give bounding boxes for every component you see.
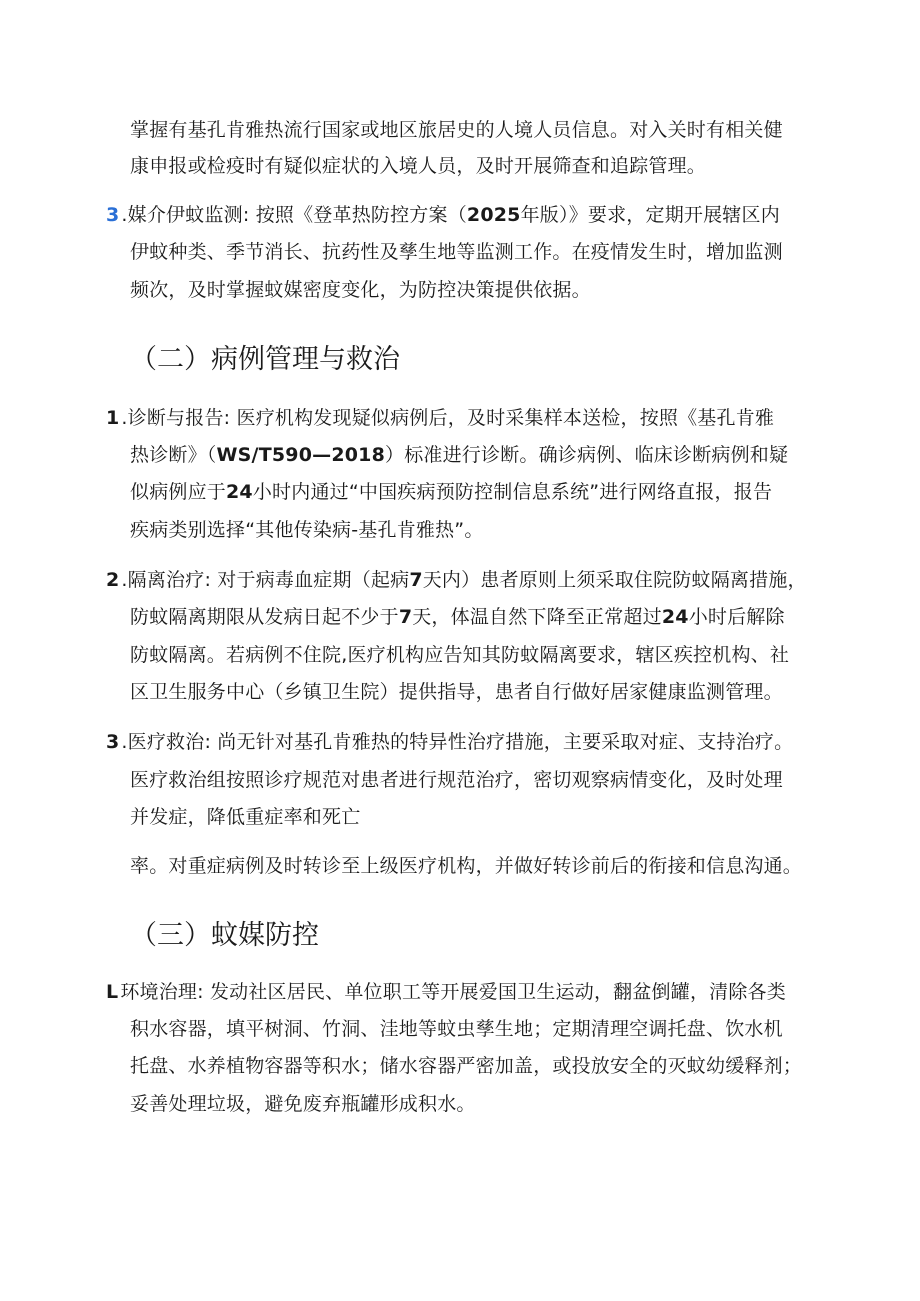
section-heading-case-management: （二）病例管理与救治 (130, 344, 400, 375)
list-text: 年版）》要求，定期开展辖区内 (520, 204, 780, 226)
list-item-mosquito-monitoring (106, 201, 780, 229)
paragraph-line: 医疗救治组按照诊疗规范对患者进行规范治疗，密切观察病情变化，及时处理 (130, 769, 783, 791)
text-segment: 防蚊隔离期限从发病日起不少于 (130, 606, 399, 628)
number-segment: 24 (226, 481, 253, 503)
list-number: 1 (106, 407, 120, 429)
number-segment: 7 (409, 569, 423, 591)
list-text: .医疗救治: 尚无针对基孔肯雅热的特异性治疗措施，主要采取对症、支持治疗。 (121, 731, 794, 753)
number-segment: 24 (661, 606, 689, 628)
text-segment: ）标准进行诊断。确诊病例、临床诊断病例和疑 (385, 444, 789, 466)
section-heading-mosquito-control: （三）蚊媒防控 (130, 920, 319, 951)
text-segment: 天，体温自然下降至正常超过 (412, 606, 662, 628)
paragraph-line (130, 603, 785, 631)
text-segment: .隔离治疗: 对于病毒血症期（起病 (121, 569, 410, 591)
list-number: 2 (106, 569, 120, 591)
list-number: 3 (106, 204, 120, 226)
paragraph-line: 积水容器，填平树洞、竹洞、洼地等蚊虫孳生地；定期清理空调托盘、饮水机 (130, 1018, 783, 1040)
text-segment: 小时后解除 (688, 606, 785, 628)
list-item-treatment (106, 728, 793, 756)
paragraph-line: 防蚊隔离。若病例不住院,医疗机构应告知其防蚊隔离要求，辖区疾控机构、社 (130, 644, 790, 666)
list-text: .媒介伊蚊监测: 按照《登革热防控方案（ (121, 204, 467, 226)
paragraph-line: 伊蚊种类、季节消长、抗药性及孳生地等监测工作。在疫情发生时，增加监测 (130, 241, 783, 263)
paragraph-line: 疾病类别选择“其他传染病-基孔肯雅热”。 (130, 519, 484, 541)
number-segment: 7 (398, 606, 413, 628)
list-number: L (106, 981, 119, 1003)
list-item-isolation (106, 566, 807, 594)
paragraph-line: 妥善处理垃圾，避免废弃瓶罐形成积水。 (130, 1093, 476, 1115)
list-text: .诊断与报告: 医疗机构发现疑似病例后，及时采集样本送检，按照《基孔肯雅 (121, 407, 775, 429)
list-text-year: 2025 (466, 204, 521, 226)
standard-code: WS/T590—2018 (216, 444, 385, 466)
paragraph-line: 康申报或检疫时有疑似症状的入境人员，及时开展筛查和追踪管理。 (130, 155, 707, 177)
text-segment: 天内）患者原则上须采取住院防蚊隔离措施， (422, 569, 807, 591)
list-item-environment (106, 978, 786, 1006)
paragraph-line: 托盘、水养植物容器等积水；储水容器严密加盖，或投放安全的灭蚊幼缓释剂； (130, 1055, 803, 1077)
paragraph-line: 率。对重症病例及时转诊至上级医疗机构，并做好转诊前后的衔接和信息沟通。 (130, 855, 803, 877)
paragraph-line: 掌握有基孔肯雅热流行国家或地区旅居史的人境人员信息。对入关时有相关健 (130, 119, 783, 141)
list-number: 3 (106, 731, 120, 753)
text-segment: 热诊断》（ (130, 444, 217, 466)
paragraph-line: 区卫生服务中心（乡镇卫生院）提供指导，患者自行做好居家健康监测管理。 (130, 681, 783, 703)
paragraph-line: 频次，及时掌握蚊媒密度变化，为防控决策提供依据。 (130, 279, 591, 301)
list-text: 环境治理: 发动社区居民、单位职工等开展爱国卫生运动，翻盆倒罐，清除各类 (120, 981, 786, 1003)
text-segment: 似病例应于 (130, 481, 227, 503)
paragraph-line (130, 478, 772, 506)
paragraph-line (130, 441, 788, 469)
text-segment: 小时内通过“中国疾病预防控制信息系统”进行网络直报，报告 (252, 481, 773, 503)
list-item-diagnosis (106, 404, 774, 432)
paragraph-line: 并发症，降低重症率和死亡 (130, 806, 361, 828)
